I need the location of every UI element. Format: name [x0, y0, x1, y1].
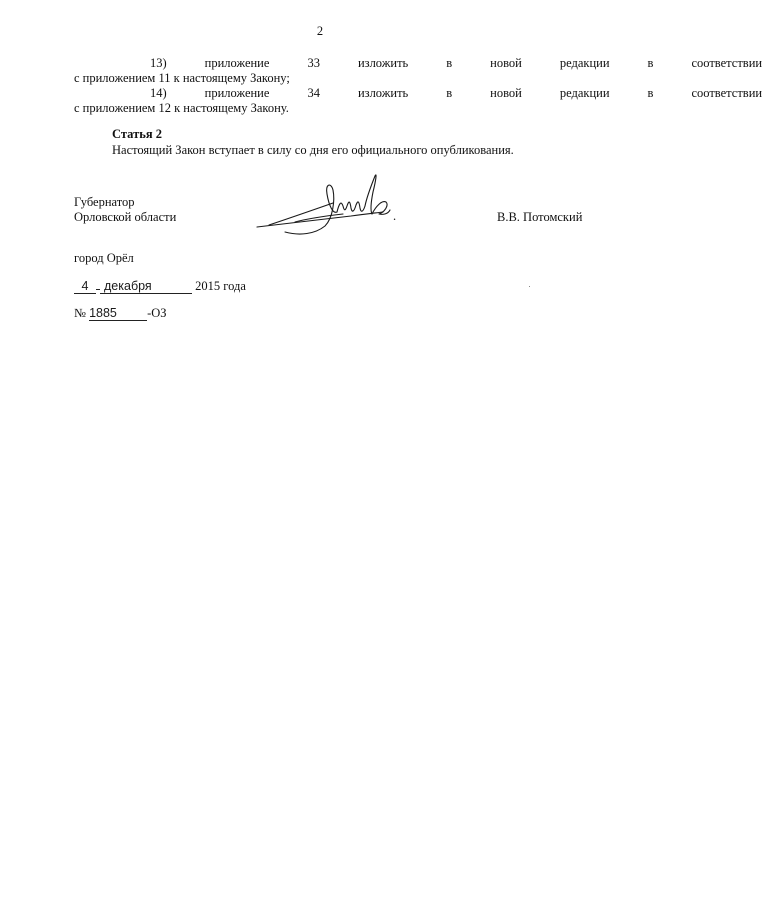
- date-day: 4: [74, 280, 96, 294]
- signatory-title-line1: Губернатор: [74, 195, 135, 209]
- word: приложение: [204, 86, 270, 100]
- signature-dot: .: [393, 209, 397, 223]
- signatory-name: В.В. Потомский: [497, 210, 583, 224]
- word: изложить: [357, 56, 409, 70]
- list-item-line: [74, 86, 762, 101]
- word: соответствии: [691, 86, 762, 100]
- list-item-line: [74, 56, 762, 71]
- word: в: [647, 56, 654, 70]
- date-line: [74, 279, 246, 294]
- word: приложение: [204, 56, 270, 70]
- number-value: 1885: [89, 307, 147, 321]
- word: изложить: [357, 86, 409, 100]
- item-number: 13): [150, 56, 167, 70]
- word: редакции: [559, 56, 610, 70]
- date-year: 2015 года: [195, 279, 246, 293]
- word: 34: [307, 86, 320, 100]
- word: в: [446, 86, 453, 100]
- word: 33: [307, 56, 320, 70]
- word: редакции: [559, 86, 610, 100]
- article-heading: Статья 2: [112, 127, 162, 141]
- list-item-continuation: с приложением 12 к настоящему Закону.: [74, 101, 289, 115]
- list-item: [74, 56, 762, 86]
- number-prefix: №: [74, 306, 86, 320]
- signatory-title-line2: Орловской области: [74, 210, 177, 224]
- scan-speck: [529, 286, 530, 287]
- word: в: [446, 56, 453, 70]
- page-number: 2: [316, 24, 324, 38]
- list-item: [74, 86, 762, 116]
- number-line: [74, 306, 167, 321]
- word: новой: [490, 86, 522, 100]
- handwritten-signature: [255, 170, 405, 240]
- word: новой: [490, 56, 522, 70]
- word: в: [647, 86, 654, 100]
- city-line: город Орёл: [74, 251, 134, 265]
- date-month: декабря: [100, 280, 192, 294]
- number-suffix: -ОЗ: [147, 306, 167, 320]
- article-text: Настоящий Закон вступает в силу со дня его официального опубликования.: [112, 143, 514, 157]
- word: соответствии: [691, 56, 762, 70]
- item-number: 14): [150, 86, 167, 100]
- list-item-continuation: с приложением 11 к настоящему Закону;: [74, 71, 290, 85]
